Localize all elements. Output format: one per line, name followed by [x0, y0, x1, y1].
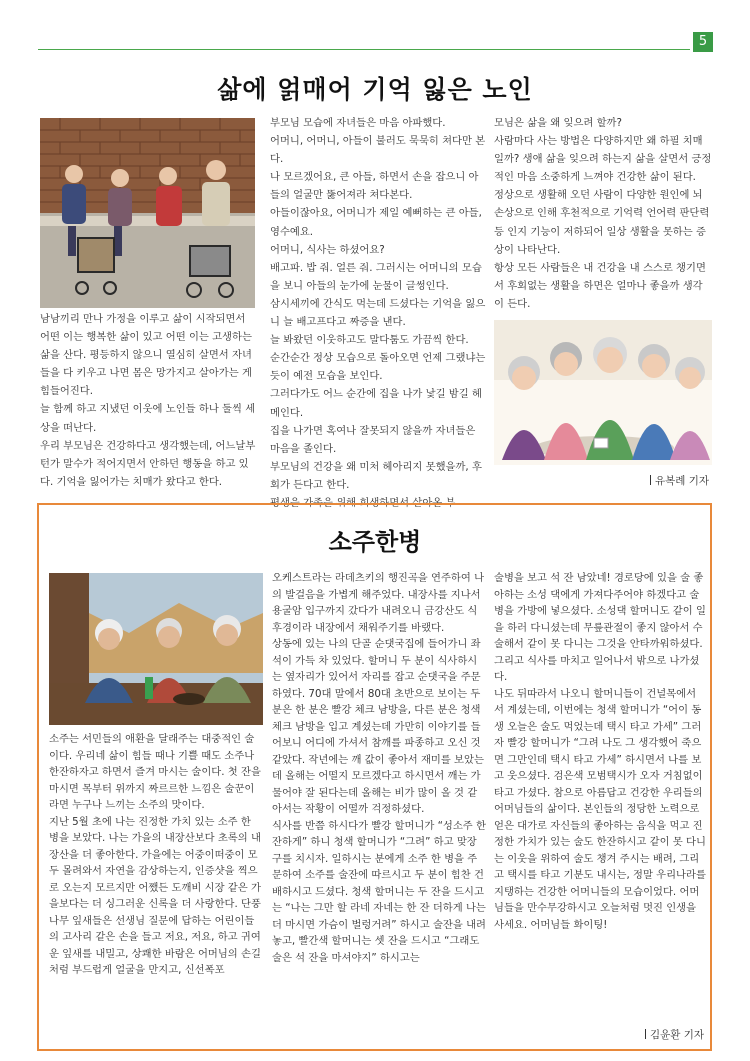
article1-byline [650, 473, 709, 488]
article2-byline [645, 1027, 704, 1042]
article1-column-3 [494, 114, 712, 313]
article1-column-2 [270, 114, 487, 512]
photo-seniors-toasting [49, 573, 263, 725]
article2-column-3 [494, 570, 706, 933]
article2-column-1 [49, 731, 263, 979]
photo-seniors-bench [40, 118, 255, 308]
illustration-grandmothers-laughing [494, 320, 712, 465]
article1-column-1 [40, 310, 257, 491]
article1-title: 삶에 얽매어 기억 잃은 노인 [217, 75, 533, 104]
article1-col2-text: 부모님 모습에 자녀들은 마음 아파했다. 어머니, 어머니, 아들이 불러도 묵묵히 쳐다만 본다. 나 모르겠어요, 큰 아들, 하면서 손을 잡으니 아들의 얼굴만 뚫어져라 쳐다본다. 아들이잖아요, 어머니가 제일 예뻐하는 큰 아들, 영수예요. 어머니, 식사는 하셨어요? 배고파. 밥 줘. 얼른 줘. 그러시는 어머니의 모습을 보니 아들의 눈가에 눈물이 글썽인다. 삼시세끼에 간식도 먹는데 드셨다는 기억을 잃으니 늘 배고프다고 짜증을 낸다. 늘 봐왔던 이웃하고도 말다툼도 가끔씩 한다. 순간순간 정상 모습으로 돌아오면 언제 그랬냐는 듯이 예전 모습을 보인다. 그러다가도 어느 순간에 집을 나가 낯길 밤길 헤메인다. 집을 나가면 혹여나 잘못되지 않을까 자녀들은 마음을 졸인다. 부모님의 건강을 왜 미처 헤아리지 못했을까, 후회가 든다고 한다. 평생을 가족을 위해 희생하면서 살아온 부 [270, 117, 486, 509]
header-rule [38, 49, 690, 50]
article2-col2-text: 오케스트라는 라데츠키의 행진곡을 연주하여 나의 발걸음을 가볍게 해주었다. 내장사를 지나서 용굴암 입구까지 갔다가 내려오니 금강산도 식후경이라 내장에서 채워주기를 바랬다. 상동에 있는 나의 단골 순댓국집에 들어가니 좌석이 가득 차 있었다. 할머니 두 분이 식사하시는 옆자리가 있어서 자리를 잡고 순댓국을 주문하였다. 70대 말에서 80대 초반으로 보이는 두 분은 한 분은 빨강 체크 남방을, 다른 분은 청색 체크 남방을 입고 계셨는데 가만히 이야기를 들어보니 어디에 가셔서 참깨를 파종하고 오신 것 같았다. 작년에는 깨 값이 좋아서 재미를 보았는데 올해는 어떨지 모르겠다고 하시면서 깨는 가물어야 잘 된다는데 올해는 비가 많이 올 것 같아서는 작황이 어떨까 걱정하셨다. 식사를 반쯤 하시다가 빨강 할머니가 “성소주 한잔하게” 하니 청색 할머니가 “그려” 하고 맞장구를 치시자. 일하시는 분에게 소주 한 병을 주문하여 소주를 술잔에 따르시고 두 분이 힘찬 건배하시고 드셨다. 청색 할머니는 두 잔을 드시고는 “나는 그만 할 라네 자네는 한 잔 더하게 나는 더 마시면 가슴이 벌렁거려” 하시고 술잔을 내려놓고, 빨간색 할머니는 셋 잔을 드시고 “그래도 술은 석 잔을 마셔야지” 하시고는 [272, 572, 486, 964]
article2-col1-text: 소주는 서민들의 애환을 달래주는 대중적인 술이다. 우리네 삶이 힘들 때나 기쁠 때도 소주나 한잔하자고 하면서 즐겨 마시는 술이다. 첫 잔을 마시면 목부터 위까지 짜르르한 느낌은 술꾼이라면 누구나 느끼는 소주의 맛이다. 지난 5월 초에 나는 진정한 가치 있는 소주 한 병을 보았다. 나는 가을의 내장산보다 초록의 내장산을 더 좋아한다. 가을에는 어중이떠중이 모두 몰려와서 자연을 감상하는지, 인증샷을 찍으로 오는지 모르지만 어쨌든 도깨비 시장 같은 가을보다는 더 싱그러운 신록을 더 사랑한다. 단풍나무 잎새들은 선생님 질문에 답하는 어린이들의 고사리 같은 손을 들고 저요, 저요, 하고 귀여운 잎새를 내밀고, 상쾌한 바람은 어머님의 손길처럼 부드럽게 얼굴을 만지고, 신선폭포 [49, 733, 261, 976]
article2-byline-text: 김윤환 기자 [650, 1029, 705, 1041]
byline-divider [645, 1029, 646, 1039]
article1-col1-text: 남남끼리 만나 가정을 이루고 삶이 시작되면서 어떤 이는 행복한 삶이 있고 어떤 이는 고생하는 삶을 산다. 평등하지 않으니 열심히 살면서 자녀들을 다 키우고 나면 몸은 망가지고 살아가는 게 힘들어진다. 늘 함께 하고 지냈던 이웃에 노인들 하나 둘씩 세상을 떠난다. 우리 부모님은 건강하다고 생각했는데, 어느날부턴가 말수가 적어지면서 안하던 행동을 하고 있다. 기억을 잃어가는 치매가 왔다고 한다. [40, 313, 256, 488]
article2-col3-text: 술병을 보고 석 잔 남았네! 경로당에 있을 술 좋아하는 소성 댁에게 가져다주어야 하겠다고 술병을 가방에 넣으셨다. 소성댁 할머니도 같이 일을 하러 다니셨는데 무릎관절이 좋지 않아서 수술해서 같이 못 다니는 그것을 안타까워하셨다. 그리고 식사를 마치고 일어나서 밖으로 나가셨다. 나도 뒤따라서 나오니 할머니들이 건널목에서 서 계셨는데, 이번에는 청색 할머니가 “어이 동생 오늘은 술도 먹었는데 택시 타고 가세” 그러자 빨강 할머니가 “그려 나도 그 생각했어 죽으면 그만인데 택시 타고 가세” 하시면서 나를 보고 웃으셨다. 검은색 모범택시가 오자 거침없이 타고 가셨다. 참으로 아름답고 건강한 우리들의 어머님들의 삶이다. 본인들의 정당한 노력으로 얻은 대가로 자신들의 좋아하는 음식을 먹고 진정한 가치가 있는 술도 한잔하시고 같이 못 다니는 이웃을 위하여 술도 챙겨 주시는 배려, 그리고 택시를 타고 기분도 내시는, 정말 우리나라를 지탱하는 건강한 어머니들의 모습이었다. 어머님들을 만수무강하시고 오늘처럼 멋진 인생을 사세요. 어머님들 화이팅! [494, 572, 706, 931]
article2-title: 소주한병 [328, 528, 422, 556]
byline-divider [650, 475, 651, 485]
page-number: 5 [693, 32, 713, 52]
article1-col3-text: 모님은 삶을 왜 잊으려 할까? 사람마다 사는 방법은 다양하지만 왜 하필 치매일까? 생애 삶을 잊으려 하는지 삶을 살면서 긍정적인 마음 소중하게 느껴야 건강한 삶이 된다. 정상으로 생활해 오던 사람이 다양한 원인에 뇌 손상으로 인해 후천적으로 기억력 언어력 판단력 등 인지 기능이 저하되어 일상 생활을 못하는 증상이 나타난다. 항상 모든 사람들은 내 건강을 내 스스로 챙기면서 후회없는 생활을 하면은 얼마나 좋을까 생각이 든다. [494, 117, 712, 310]
article2-column-2 [272, 570, 486, 966]
article1-byline-text: 유복례 기자 [655, 475, 710, 487]
